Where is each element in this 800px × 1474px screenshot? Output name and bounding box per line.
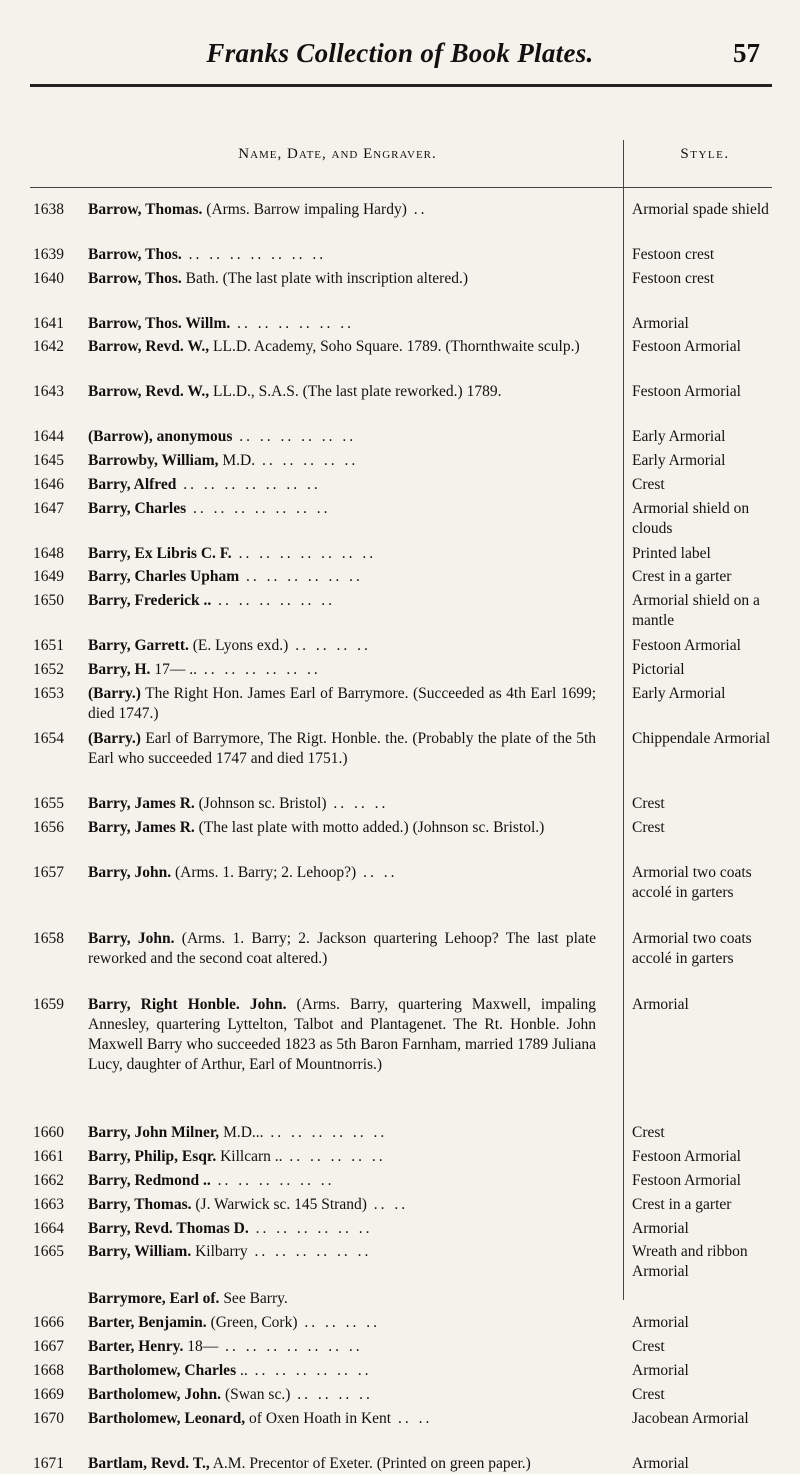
entry-details: M.D. — [218, 451, 256, 469]
entry-description — [88, 544, 596, 564]
entry-description — [88, 427, 596, 447]
entry-style: Wreath and ribbon Armorial — [632, 1243, 748, 1281]
entry-owner-name: Barry, John Milner, — [88, 1123, 220, 1141]
entry-owner-name: Barrow, Thos. — [88, 269, 182, 287]
entry-style: Crest in a garter — [632, 568, 732, 586]
leader-dots: .. .. .. .. .. .. .. — [181, 245, 327, 263]
entry-style: Armorial — [632, 314, 689, 332]
entry-number: 1654 — [33, 729, 64, 747]
entry-number: 1662 — [33, 1171, 64, 1189]
leader-dots: .. .. — [356, 864, 398, 882]
entry-style: Crest — [632, 819, 665, 837]
leader-dots: .. .. .. .. — [297, 1314, 381, 1332]
entry-description — [88, 1361, 596, 1381]
entry-owner-name: (Barry.) — [88, 729, 141, 747]
leader-dots: .. .. .. .. .. .. — [239, 568, 363, 586]
entry-style: Chippendale Armorial — [632, 729, 771, 747]
entry-owner-name: (Barrow), anonymous — [88, 428, 233, 445]
entry-description — [88, 245, 596, 265]
entry-description — [88, 660, 596, 680]
entry-description — [88, 1313, 596, 1333]
entry-owner-name: Barry, Philip, Esqr. — [88, 1147, 217, 1165]
entry-description — [88, 1147, 596, 1167]
leader-dots: .. .. .. .. .. — [255, 451, 359, 469]
entry-number: 1644 — [33, 428, 64, 445]
entry-number: 1640 — [33, 269, 64, 287]
entry-number: 1650 — [33, 592, 64, 610]
entry-owner-name: Barry, James R. — [88, 795, 195, 813]
entry-description — [88, 591, 596, 611]
leader-dots: .. .. .. .. .. .. — [248, 1219, 373, 1237]
entry-owner-name: Barter, Benjamin. — [88, 1314, 207, 1332]
entry-owner-name: Barry, Redmond .. — [88, 1171, 211, 1189]
entry-style: Armorial — [632, 1219, 689, 1237]
entry-style: Armorial — [632, 1361, 689, 1379]
entry-details: (Arms. Barrow impaling Hardy) — [202, 201, 407, 218]
entry-details: A.M. Precentor of Exeter. (Printed on green paper.) — [209, 1454, 531, 1472]
entry-owner-name: Barry, Charles Upham — [88, 568, 240, 586]
column-header-name: Name, Date, and Engraver. — [238, 146, 437, 162]
entry-details: Bath. (The last plate with inscription altered.) — [181, 269, 468, 287]
leader-dots: .. .. .. .. .. .. — [230, 314, 355, 332]
column-divider — [623, 140, 624, 1300]
entry-description — [88, 818, 596, 838]
entry-description — [88, 729, 596, 769]
entry-owner-name: Barry, Ex Libris C. F. — [88, 544, 232, 562]
leader-dots: .. .. .. .. .. .. — [210, 1171, 335, 1189]
entry-owner-name: Barry, John. — [88, 864, 172, 882]
entry-number: 1647 — [33, 499, 64, 517]
entry-style: Crest — [632, 475, 665, 493]
entry-description — [88, 1337, 596, 1357]
entry-details: .. — [236, 1361, 248, 1379]
entry-details: Earl of Barrymore, The Rigt. Honble. the. (Probably the plate of the 5th Earl who succeeded 1747 and died 1751.) — [88, 729, 596, 767]
entry-number: 1652 — [33, 661, 64, 678]
entry-number: 1669 — [33, 1385, 64, 1403]
entry-details: 18— — [183, 1338, 219, 1355]
entry-style: Festoon Armorial — [632, 1171, 741, 1189]
entry-style: Jacobean Armorial — [632, 1409, 749, 1427]
entry-details: (The last plate with motto added.) (Johnson sc. Bristol.) — [194, 819, 545, 837]
entry-description — [88, 1289, 596, 1309]
entry-description — [88, 475, 596, 495]
entry-details: LL.D. Academy, Soho Square. 1789. (Thornthwaite sculp.) — [209, 338, 580, 356]
entry-description — [88, 337, 596, 357]
entry-number: 1667 — [33, 1338, 64, 1355]
leader-dots: .. .. .. .. .. — [282, 1147, 386, 1165]
entry-details: 17— .. — [150, 661, 197, 678]
entry-description — [88, 794, 596, 814]
entry-number: 1663 — [33, 1195, 64, 1213]
leader-dots: .. .. .. .. — [290, 1385, 373, 1403]
entry-style: Festoon crest — [632, 245, 715, 263]
entry-owner-name: Barry, Charles — [88, 499, 187, 517]
column-header-style: Style. — [680, 146, 730, 162]
entry-details: (Johnson sc. Bristol) — [194, 795, 327, 813]
entry-owner-name: Barrow, Thomas. — [88, 201, 203, 218]
entry-style: Crest in a garter — [632, 1195, 732, 1213]
leader-dots: .. .. .. .. .. .. .. — [218, 1338, 363, 1355]
leader-dots: .. .. .. .. .. .. .. — [231, 544, 377, 562]
entry-style: Armorial two coats accolé in garters — [632, 929, 752, 967]
entry-description — [88, 1219, 596, 1239]
entry-description — [88, 314, 596, 334]
entry-owner-name: Barry, Thomas. — [88, 1195, 192, 1213]
entry-style: Festoon Armorial — [632, 338, 741, 356]
entry-details: Kilbarry — [191, 1243, 248, 1261]
entry-description — [88, 1385, 596, 1405]
entry-owner-name: Barry, Frederick .. — [88, 592, 212, 610]
entry-style: Pictorial — [632, 661, 685, 678]
entry-details: (E. Lyons exd.) — [188, 637, 289, 655]
entry-style: Early Armorial — [632, 684, 726, 702]
entry-number: 1660 — [33, 1123, 64, 1141]
page-header — [0, 0, 800, 90]
entry-number: 1639 — [33, 245, 64, 263]
entry-owner-name: Barrowby, William, — [88, 451, 219, 469]
leader-dots: .. .. .. .. .. .. .. — [176, 475, 321, 493]
entry-owner-name: Barter, Henry. — [88, 1338, 184, 1355]
entry-number: 1666 — [33, 1314, 64, 1332]
entry-style: Armorial — [632, 1454, 689, 1472]
entry-description — [88, 863, 596, 883]
entry-owner-name: Barry, H. — [88, 661, 151, 678]
header-rule — [30, 84, 772, 87]
entry-details: M.D... — [219, 1123, 264, 1141]
entry-number: 1670 — [33, 1409, 64, 1427]
entry-number: 1643 — [33, 383, 64, 401]
column-headers — [0, 146, 800, 176]
entry-number: 1657 — [33, 864, 64, 882]
leader-dots: .. .. .. .. .. .. — [196, 661, 321, 678]
page-number: 57 — [733, 38, 760, 68]
entry-style: Festoon Armorial — [632, 383, 741, 401]
entry-style: Armorial shield on a mantle — [632, 592, 760, 630]
entry-owner-name: Barrow, Revd. W., — [88, 383, 210, 401]
leader-dots: .. .. — [391, 1409, 433, 1427]
entry-details: See Barry. — [219, 1290, 288, 1308]
entry-owner-name: Barry, Revd. Thomas D. — [88, 1219, 249, 1237]
entry-details: (Arms. 1. Barry; 2. Lehoop?) — [171, 864, 357, 882]
entry-number: 1651 — [33, 637, 64, 655]
entry-description — [88, 929, 596, 969]
entry-number: 1645 — [33, 451, 64, 469]
entry-owner-name: Bartholomew, John. — [88, 1385, 222, 1403]
running-title: Franks Collection of Book Plates. — [206, 38, 594, 68]
entry-number: 1659 — [33, 995, 64, 1013]
leader-dots: .. .. .. .. — [288, 637, 371, 655]
leader-dots: .. .. — [366, 1195, 409, 1213]
entry-details: The Right Hon. James Earl of Barrymore. (Succeeded as 4th Earl 1699; died 1747.) — [88, 684, 596, 722]
entry-details: (Arms. 1. Barry; 2. Jackson quartering Lehoop? The last plate reworked and the second coat altered.) — [88, 929, 597, 967]
entry-details: of Oxen Hoath in Kent — [245, 1409, 392, 1427]
entry-owner-name: Barry, Alfred — [88, 475, 177, 493]
entry-style: Armorial — [632, 1314, 689, 1332]
entry-owner-name: (Barry.) — [88, 684, 141, 702]
entry-style: Armorial — [632, 995, 689, 1013]
entry-owner-name: Bartlam, Revd. T., — [88, 1454, 210, 1472]
entry-owner-name: Barrymore, Earl of. — [88, 1290, 220, 1308]
entry-description — [88, 499, 596, 519]
entry-number: 1664 — [33, 1219, 64, 1237]
entry-style: Crest — [632, 1338, 665, 1355]
entry-style: Armorial shield on clouds — [632, 499, 750, 537]
leader-dots: .. .. .. .. .. .. — [247, 1243, 372, 1261]
entry-style: Crest — [632, 1385, 665, 1403]
entry-number: 1656 — [33, 819, 64, 837]
entry-details: (Green, Cork) — [206, 1314, 298, 1332]
entry-style: Crest — [632, 1123, 665, 1141]
entry-number: 1641 — [33, 314, 64, 332]
entry-number: 1648 — [33, 544, 64, 562]
entry-description — [88, 1171, 596, 1191]
entry-details: (Arms. Barry, quartering Maxwell, impaling Annesley, quartering Lyttelton, Talbot and Plantagenet. The Rt. Honble. John Maxwell Barry who succeeded 1823 as 5th Baron Farnham, married 1789 Juliana Lucy, daughter of Arthur, Earl of Mountnorris.) — [88, 995, 596, 1073]
entry-style: Festoon Armorial — [632, 637, 741, 655]
entry-owner-name: Barrow, Thos. Willm. — [88, 314, 231, 332]
entry-description — [88, 1454, 596, 1474]
entry-description — [88, 1409, 596, 1429]
entry-number: 1661 — [33, 1147, 64, 1165]
entry-description — [88, 200, 596, 220]
entry-owner-name: Barry, William. — [88, 1243, 192, 1261]
entry-style: Early Armorial — [632, 451, 726, 469]
entry-details: (Swan sc.) — [221, 1385, 291, 1403]
leader-dots: .. — [406, 201, 428, 218]
entry-description — [88, 567, 596, 587]
entry-description — [88, 684, 596, 724]
leader-dots: .. .. .. .. .. .. — [247, 1361, 372, 1379]
entry-style: Printed label — [632, 544, 711, 562]
entry-style: Crest — [632, 795, 665, 813]
entry-details: (J. Warwick sc. 145 Strand) — [191, 1195, 367, 1213]
entry-owner-name: Bartholomew, Charles — [88, 1361, 237, 1379]
entry-details: LL.D., S.A.S. (The last plate reworked.) 1789. — [209, 383, 502, 401]
entry-owner-name: Barry, James R. — [88, 819, 195, 837]
leader-dots: .. .. .. — [326, 795, 389, 813]
entry-description — [88, 451, 596, 471]
entry-description — [88, 269, 596, 289]
entry-description — [88, 382, 596, 402]
entry-owner-name: Barrow, Revd. W., — [88, 338, 210, 356]
entry-owner-name: Barry, John. — [88, 929, 175, 947]
entry-style: Festoon crest — [632, 269, 715, 287]
entry-number: 1671 — [33, 1454, 64, 1472]
entry-number: 1638 — [33, 201, 64, 218]
entry-description — [88, 1242, 596, 1262]
entry-style: Early Armorial — [632, 428, 726, 445]
entry-owner-name: Bartholomew, Leonard, — [88, 1409, 246, 1427]
entry-description — [88, 1123, 596, 1143]
leader-dots: .. .. .. .. .. .. .. — [186, 499, 331, 517]
entry-number: 1649 — [33, 568, 64, 586]
entry-description — [88, 636, 596, 656]
entry-number: 1653 — [33, 684, 64, 702]
entry-description — [88, 995, 596, 1075]
leader-dots: .. .. .. .. .. .. — [232, 428, 357, 445]
entry-number: 1658 — [33, 929, 64, 947]
entry-style: Festoon Armorial — [632, 1147, 741, 1165]
entry-number: 1665 — [33, 1243, 64, 1261]
entry-style: Armorial two coats accolé in garters — [632, 864, 752, 902]
leader-dots: .. .. .. .. .. .. — [263, 1123, 388, 1141]
entry-number: 1642 — [33, 338, 64, 356]
entry-owner-name: Barrow, Thos. — [88, 245, 182, 263]
entry-number: 1655 — [33, 795, 64, 813]
leader-dots: .. .. .. .. .. .. — [211, 592, 336, 610]
entry-owner-name: Barry, Garrett. — [88, 637, 189, 655]
entry-details: Killcarn .. — [216, 1147, 283, 1165]
entry-style: Armorial spade shield — [632, 201, 769, 218]
entry-number: 1646 — [33, 475, 64, 493]
entry-description — [88, 1195, 596, 1215]
entry-number: 1668 — [33, 1361, 64, 1379]
entry-owner-name: Barry, Right Honble. John. — [88, 995, 287, 1013]
column-header-rule — [30, 187, 772, 188]
